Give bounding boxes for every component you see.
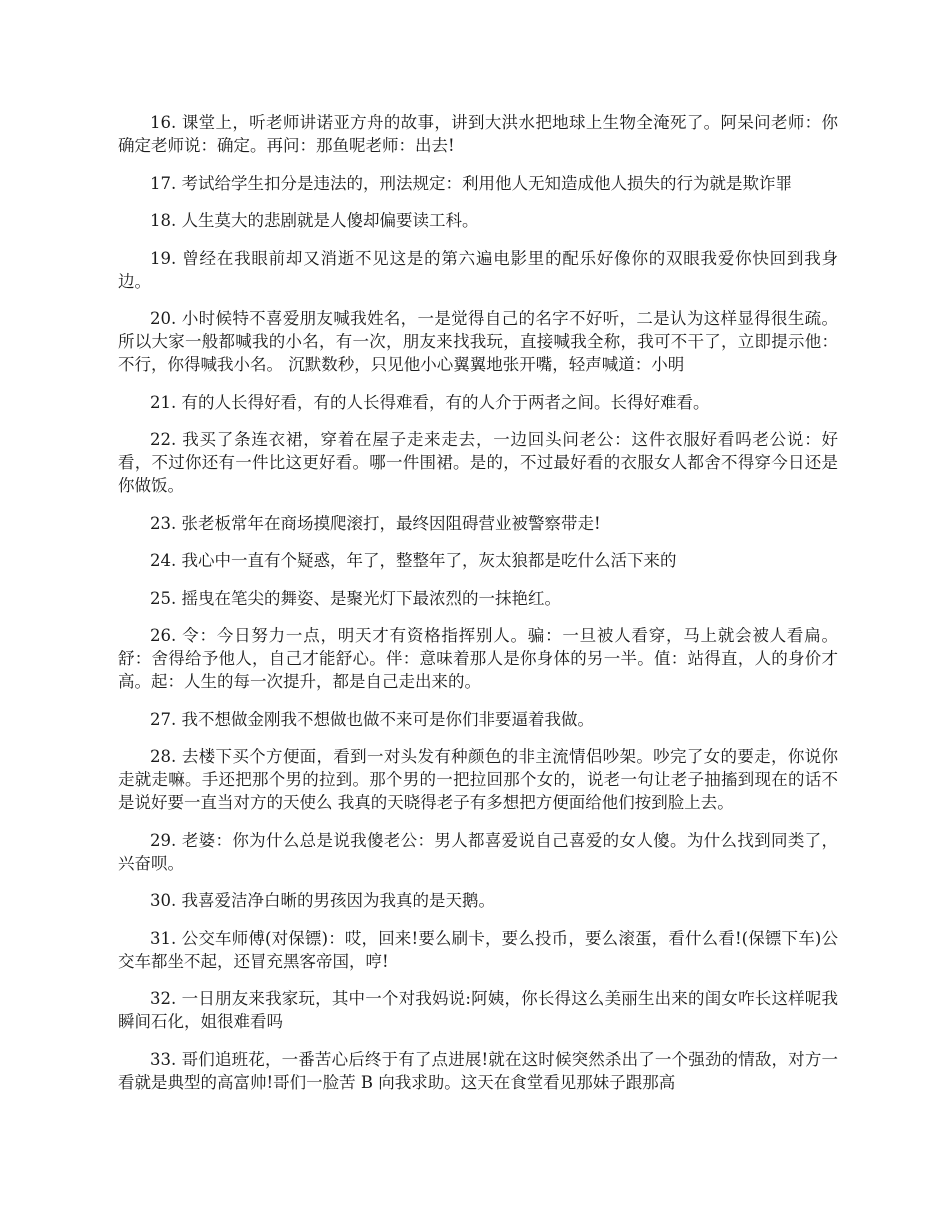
paragraph-20: 20. 小时候特不喜爱朋友喊我姓名，一是觉得自己的名字不好听，二是认为这样显得很生疏。所以大家一般都喊我的小名，有一次，朋友来找我玩，直接喊我全称，我可不干了，立即提示他：不行，你得喊我小名。 沉默数秒，只见他小心翼翼地张开嘴，轻声喊道：小明	[118, 309, 838, 374]
paragraph-31: 31. 公交车师傅(对保镖)：哎，回来!要么刷卡，要么投币，要么滚蛋，看什么看!(保镖下车)公交车都坐不起，还冒充黑客帝国，哼!	[118, 928, 838, 971]
paragraph-23: 23. 张老板常年在商场摸爬滚打，最终因阻碍营业被警察带走!	[150, 513, 601, 533]
paragraph-26: 26. 令：今日努力一点，明天才有资格指挥别人。骗：一旦被人看穿，马上就会被人看扁。舒：舍得给予他人，自己才能舒心。伴：意味着那人是你身体的另一半。值：站得直，人的身价才高。起：人生的每一次提升，都是自己走出来的。	[118, 626, 838, 691]
paragraph-16: 16. 课堂上，听老师讲诺亚方舟的故事，讲到大洪水把地球上生物全淹死了。阿呆问老师：你确定老师说：确定。再问：那鱼呢老师：出去!	[118, 113, 838, 155]
paragraph-27: 27. 我不想做金刚我不想做也做不来可是你们非要逼着我做。	[150, 709, 594, 729]
document-body	[118, 111, 838, 1108]
paragraph-32: 32. 一日朋友来我家玩，其中一个对我妈说:阿姨，你长得这么美丽生出来的闺女咋长这样呢我瞬间石化，姐很难看吗	[118, 989, 838, 1031]
paragraph-17: 17. 考试给学生扣分是违法的，刑法规定：利用他人无知造成他人损失的行为就是欺诈罪	[150, 173, 792, 193]
paragraph-21: 21. 有的人长得好看，有的人长得难看，有的人介于两者之间。长得好难看。	[150, 392, 710, 412]
paragraph-18: 18. 人生莫大的悲剧就是人傻却偏要读工科。	[150, 211, 479, 230]
paragraph-19: 19. 曾经在我眼前却又消逝不见这是的第六遍电影里的配乐好像你的双眼我爱你快回到我身边。	[118, 248, 838, 291]
paragraph-33: 33. 哥们追班花，一番苦心后终于有了点进展!就在这时候突然杀出了一个强劲的情敌，对方一看就是典型的高富帅!哥们一脸苦 B 向我求助。这天在食堂看见那妹子跟那高	[118, 1049, 838, 1092]
paragraph-29: 29. 老婆：你为什么总是说我傻老公：男人都喜爱说自己喜爱的女人傻。为什么找到同类了，兴奋呗。	[118, 830, 838, 873]
paragraph-25: 25. 摇曳在笔尖的舞姿、是聚光灯下最浓烈的一抹艳红。	[150, 588, 561, 608]
paragraph-28: 28. 去楼下买个方便面，看到一对头发有种颜色的非主流情侣吵架。吵完了女的要走，你说你走就走嘛。手还把那个男的拉到。那个男的一把拉回那个女的，说老一句让老子抽搐到现在的话不是说好要一直当对方的天使么 我真的天晓得老子有多想把方便面给他们按到脸上去。	[118, 747, 838, 812]
paragraph-24: 24. 我心中一直有个疑惑，年了，整整年了，灰太狼都是吃什么活下来的	[150, 551, 677, 570]
paragraph-22: 22. 我买了条连衣裙，穿着在屋子走来走去，一边回头问老公：这件衣服好看吗老公说：好看，不过你还有一件比这更好看。哪一件围裙。是的，不过最好看的衣服女人都舍不得穿今日还是你做饭。	[118, 430, 838, 495]
paragraph-30: 30. 我喜爱洁净白晰的男孩因为我真的是天鹅。	[150, 891, 495, 910]
